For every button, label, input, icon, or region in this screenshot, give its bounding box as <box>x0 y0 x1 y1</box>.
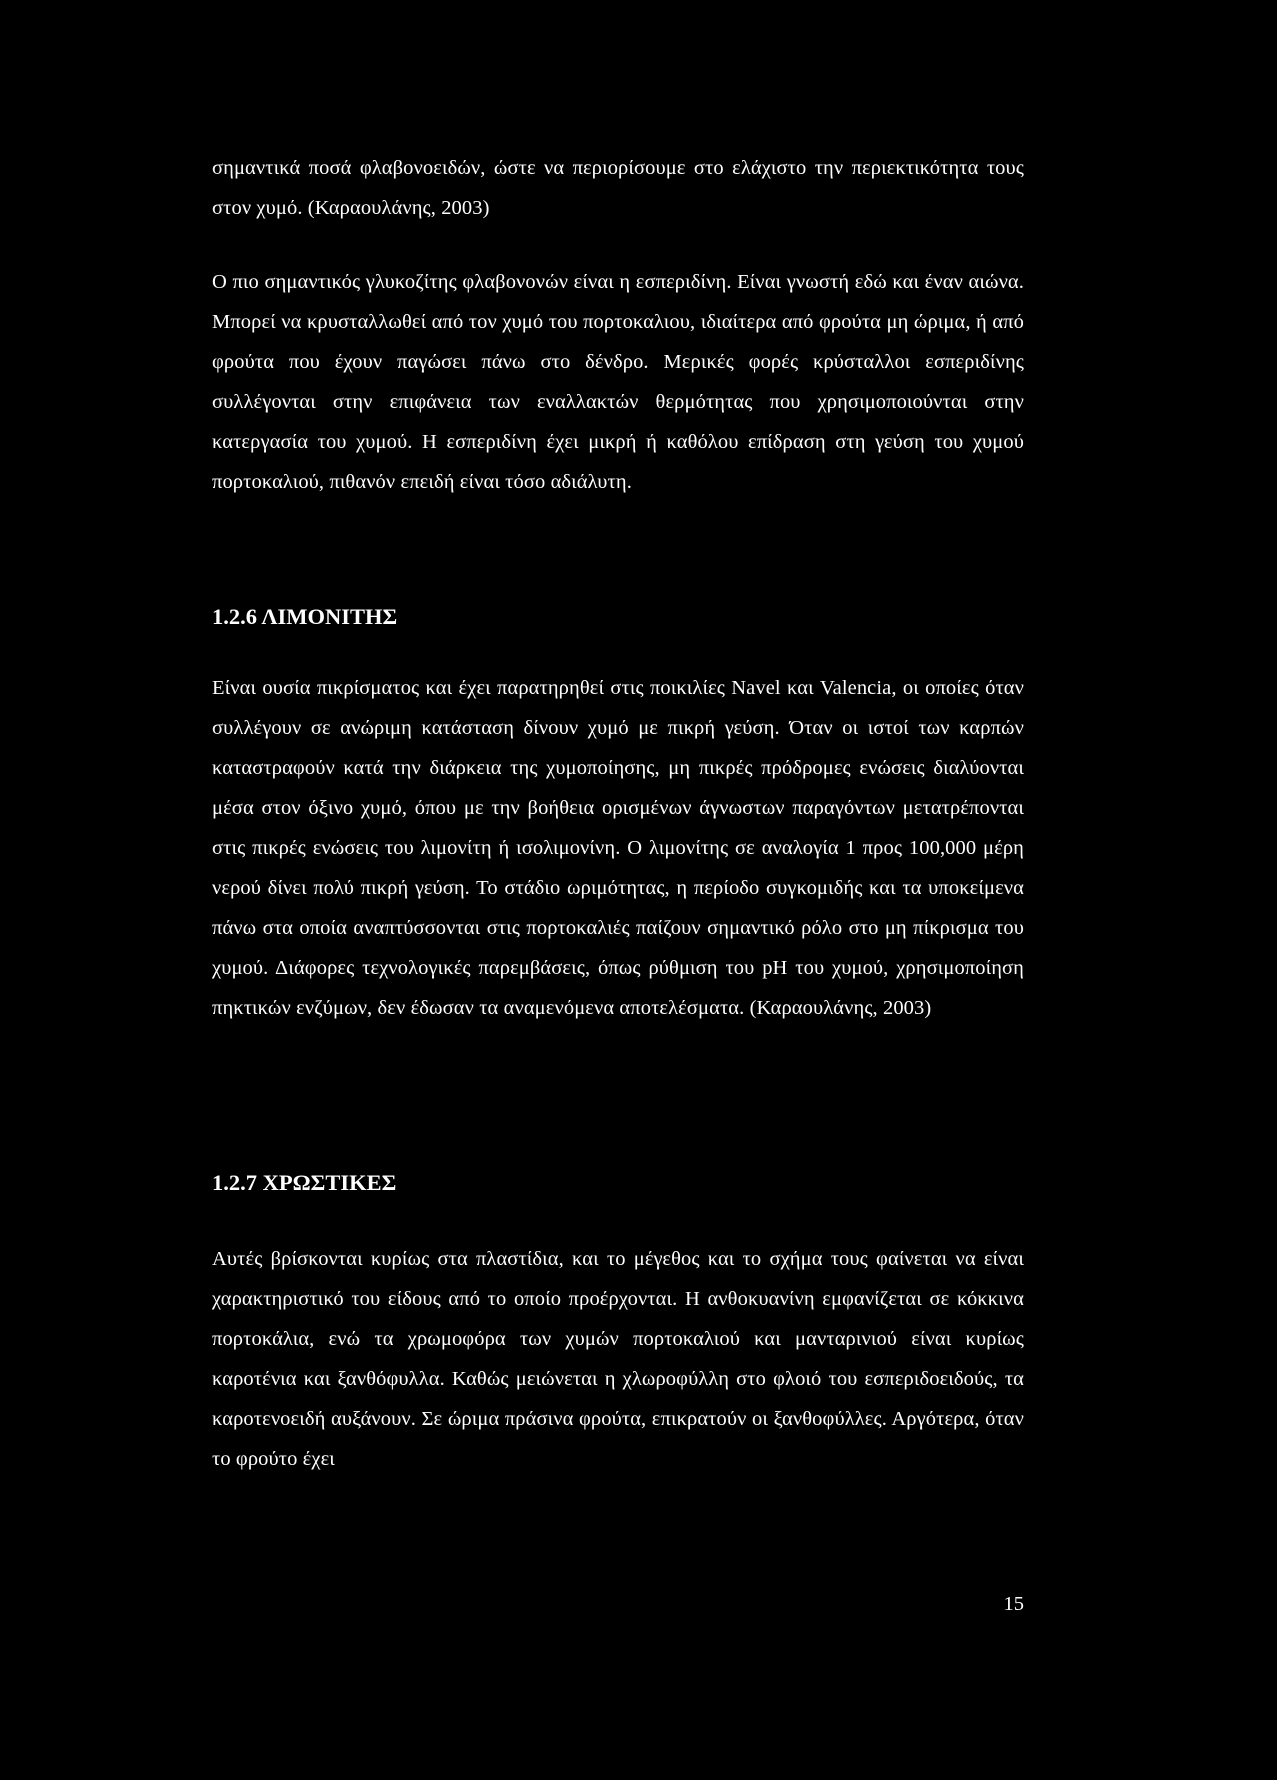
paragraph-pigments: Αυτές βρίσκονται κυρίως στα πλαστίδια, και το μέγεθος και το σχήμα τους φαίνεται να είναι χαρακτηριστικό του είδους από το οποίο προέρχονται. Η ανθοκυανίνη εμφανίζεται σε κόκκινα πορτοκάλια, ενώ τα χρωμοφόρα των χυμών πορτοκαλιού και μανταρινιού είναι κυρίως καροτένια και ξανθόφυλλα. Καθώς μειώνεται η χλωροφύλλη στο φλοιό του εσπεριδοειδούς, τα καροτενοειδή αυξάνουν. Σε ώριμα πράσινα φρούτα, επικρατούν οι ξανθοφύλλες. Αργότερα, όταν το φρούτο έχει <box>212 1248 1024 1470</box>
paragraph-hesperidin: Ο πιο σημαντικός γλυκοζίτης φλαβονονών είναι η εσπεριδίνη. Είναι γνωστή εδώ και έναν αιώνα. Μπορεί να κρυσταλλωθεί από τον χυμό του πορτοκαλιου, ιδιαίτερα από φρούτα μη ώριμα, ή από φρούτα που έχουν παγώσει πάνω στο δένδρο. Μερικές φορές κρύσταλλοι εσπεριδίνης συλλέγονται στην επιφάνεια των εναλλακτών θερμότητας που χρησιμοποιούνται στην κατεργασία του χυμού. Η εσπεριδίνη έχει μικρή ή καθόλου επίδραση στη γεύση του χυμού πορτοκαλιού, πιθανόν επειδή είναι τόσο αδιάλυτη. <box>212 271 1024 493</box>
section-heading-limonitis: 1.2.6 ΛΙΜΟΝΙΤΗΣ <box>212 604 398 629</box>
paragraph-limonitis: Είναι ουσία πικρίσματος και έχει παρατηρηθεί στις ποικιλίες Navel και Valencia, οι οποίες όταν συλλέγουν σε ανώριμη κατάσταση δίνουν χυμό με πικρή γεύση. Όταν οι ιστοί των καρπών καταστραφούν κατά την διάρκεια της χυμοποίησης, μη πικρές πρόδρομες ενώσεις διαλύονται μέσα στον όξινο χυμό, όπου με την βοήθεια ορισμένων άγνωστων παραγόντων μετατρέπονται στις πικρές ενώσεις του λιμονίτη ή ισολιμονίνη. Ο λιμονίτης σε αναλογία 1 προς 100,000 μέρη νερού δίνει πολύ πικρή γεύση. Το στάδιο ωριμότητας, η περίοδο συγκομιδής και τα υποκείμενα πάνω στα οποία αναπτύσσονται στις πορτοκαλιές παίζουν σημαντικό ρόλο στο μη πίκρισμα του χυμού. Διάφορες τεχνολογικές παρεμβάσεις, όπως ρύθμιση του pH του χυμού, χρησιμοποίηση πηκτικών ενζύμων, δεν έδωσαν τα αναμενόμενα αποτελέσματα. (Καραουλάνης, 2003) <box>212 677 1024 1019</box>
paragraph-flavonoids-continuation: σημαντικά ποσά φλαβονοειδών, ώστε να περιορίσουμε στο ελάχιστο την περιεκτικότητα τους στον χυμό. (Καραουλάνης, 2003) <box>212 157 1024 219</box>
page-number: 15 <box>1003 1593 1024 1615</box>
section-heading-pigments: 1.2.7 ΧΡΩΣΤΙΚΕΣ <box>212 1170 397 1195</box>
